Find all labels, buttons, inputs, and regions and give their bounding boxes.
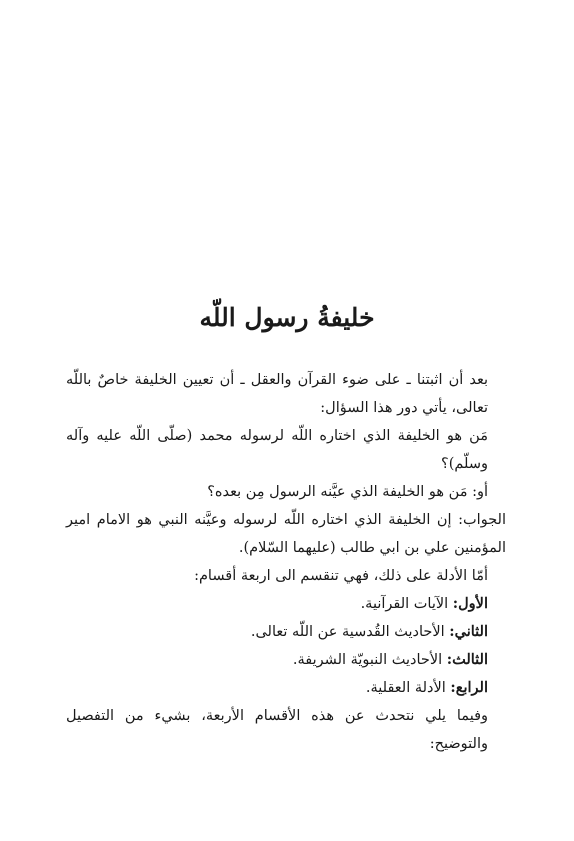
answer-paragraph: الجواب: إن الخليفة الذي اختاره اللّه لرسوله وعيَّنه النبي هو الامام امير المؤمنين علي بن ابي طالب (عليهما السّلام). bbox=[66, 512, 506, 556]
question-paragraph: مَن هو الخليفة الذي اختاره اللّه لرسوله محمد (صلّى اللّه عليه وآله وسلّم)؟ bbox=[66, 428, 488, 472]
evidence-item bbox=[66, 646, 506, 674]
alternate-question: أو: مَن هو الخليفة الذي عيَّنه الرسول مِن بعده؟ bbox=[207, 484, 488, 500]
evidence-item-text: الأحاديث القُدسية عن اللّه تعالى. bbox=[250, 624, 445, 640]
evidence-item-text: الأحاديث النبويّة الشريفة. bbox=[292, 652, 443, 668]
evidence-item-text: الأدلة العقلية. bbox=[365, 680, 446, 696]
body-text bbox=[66, 366, 506, 758]
evidence-item bbox=[66, 618, 506, 646]
evidence-item-label: الثالث: bbox=[446, 651, 488, 668]
evidence-item-label: الرابع: bbox=[450, 679, 488, 696]
chapter-title: خليفةُ رسول اللّه bbox=[199, 303, 375, 332]
closing-paragraph: وفيما يلي نتحدث عن هذه الأقسام الأربعة، بشيء من التفصيل والتوضيح: bbox=[66, 708, 488, 752]
intro-paragraph: بعد أن اثبتنا ـ على ضوء القرآن والعقل ـ أن تعيين الخليفة خاصٌ باللّه تعالى، يأتي دور هذا السؤال: bbox=[66, 372, 488, 416]
evidence-item bbox=[66, 674, 506, 702]
evidence-item-label: الثاني: bbox=[449, 623, 488, 640]
evidence-item-label: الأول: bbox=[452, 595, 488, 612]
evidence-intro: أمّا الأدلة على ذلك، فهي تنقسم الى اربعة أقسام: bbox=[194, 568, 488, 584]
evidence-item bbox=[66, 590, 506, 618]
evidence-item-text: الآيات القرآنية. bbox=[360, 596, 449, 612]
